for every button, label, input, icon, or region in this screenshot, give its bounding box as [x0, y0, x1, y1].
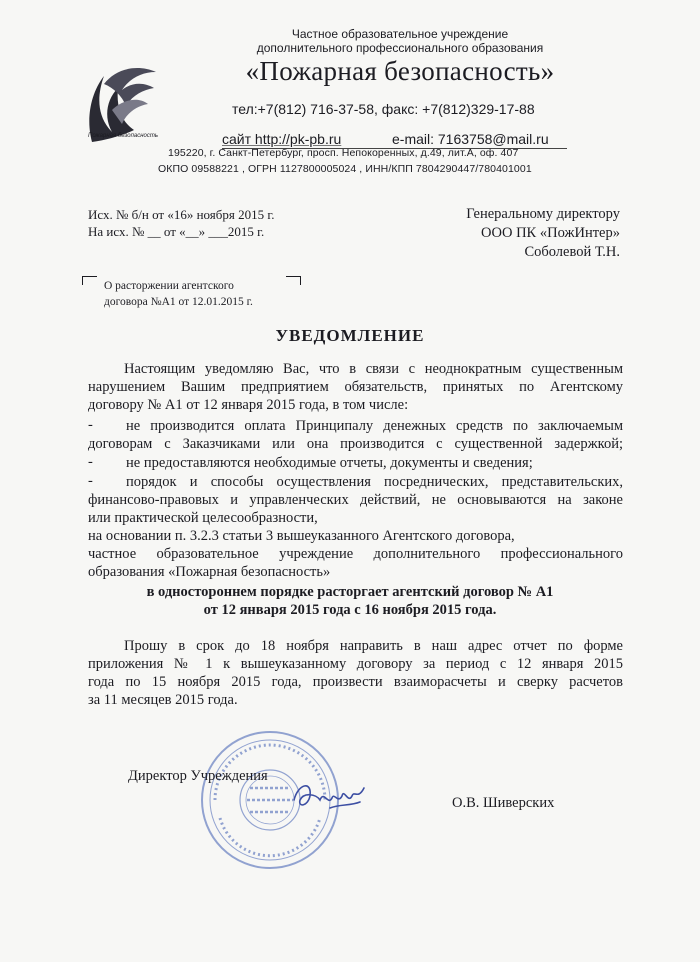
subject-bracket — [286, 276, 301, 285]
signature — [290, 770, 370, 820]
outgoing-ref: Исх. № б/н от «16» ноября 2015 г. — [88, 207, 275, 222]
body-line: Настоящим уведомляю Вас, что в связи с неоднократным существенным — [124, 361, 623, 377]
subject-line: О расторжении агентского — [104, 280, 234, 292]
body-line: образования «Пожарная безопасность» — [88, 564, 331, 580]
list-dash: - — [88, 473, 93, 489]
list-item-line: договорам с Заказчиками или она производится с существенной задержкой; — [88, 436, 623, 452]
website-link[interactable]: сайт http://pk-pb.ru — [222, 131, 342, 147]
email-link[interactable]: e-mail: 7163758@mail.ru — [392, 131, 549, 147]
document-title: УВЕДОМЛЕНИЕ — [275, 326, 425, 345]
subject-bracket — [82, 276, 97, 285]
request-line: Прошу в срок до 18 ноября направить в наш адрес отчет по форме — [124, 638, 623, 654]
body-line: договору № А1 от 12 января 2015 года, в том числе: — [88, 397, 409, 413]
signatory-name: О.В. Шиверских — [452, 795, 555, 811]
list-item-line: не предоставляются необходимые отчеты, документы и сведения; — [126, 455, 533, 471]
request-line: приложения № 1 к вышеуказанному договору за период с 12 января 2015 — [88, 656, 623, 672]
subject-line: договора №А1 от 12.01.2015 г. — [104, 296, 253, 308]
handwritten-signature-icon — [290, 770, 370, 820]
list-item-line: не производится оплата Принципалу денежных средств по заключаемым — [126, 418, 623, 434]
addressee-name: Соболевой Т.Н. — [524, 244, 620, 260]
list-item-line: финансово-правовых и управленческих действий, не основываются на законе — [88, 492, 623, 508]
body-line: нарушением Вашим предприятием обязательств, принятых по Агентскому — [88, 379, 623, 395]
list-dash: - — [88, 454, 93, 470]
body-line: частное образовательное учреждение дополнительного профессионального — [88, 546, 623, 562]
list-item-line: порядок и способы осуществления посреднических, представительских, — [126, 474, 623, 490]
list-dash: - — [88, 417, 93, 433]
org-registry-codes: ОКПО 09588221 , ОГРН 1127800005024 , ИНН/КПП 7804290447/780401001 — [158, 163, 532, 175]
addressee-company: ООО ПК «ПожИнтер» — [481, 225, 620, 241]
request-line: за 11 месяцев 2015 года. — [88, 692, 238, 708]
logo-caption: Пожарная безопасность — [88, 133, 158, 139]
basis-line: на основании п. 3.2.3 статьи 3 вышеуказанного Агентского договора, — [88, 528, 515, 544]
incoming-ref: На исх. № __ от «__» ___2015 г. — [88, 224, 265, 239]
decision-line: от 12 января 2015 года с 16 ноября 2015 года. — [203, 602, 497, 618]
addressee-title: Генеральному директору — [466, 206, 620, 222]
org-address: 195220, г. Санкт-Петербург, просп. Непокоренных, д.49, лит.А, оф. 407 — [168, 147, 519, 159]
request-line: года по 15 ноября 2015 года, произвести взаиморасчеты и сверку расчетов — [88, 674, 623, 690]
decision-line: в одностороннем порядке расторгает агентский договор № А1 — [146, 584, 554, 600]
phone-fax: тел:+7(812) 716-37-58, факс: +7(812)329-17-88 — [232, 101, 535, 117]
org-type-line-2: дополнительного профессионального образования — [256, 41, 544, 55]
list-item-line: или практической целесообразности, — [88, 510, 318, 526]
org-name: «Пожарная безопасность» — [245, 56, 555, 86]
signatory-position: Директор Учреждения — [128, 768, 268, 784]
org-type-line: Частное образовательное учреждение — [291, 27, 509, 41]
